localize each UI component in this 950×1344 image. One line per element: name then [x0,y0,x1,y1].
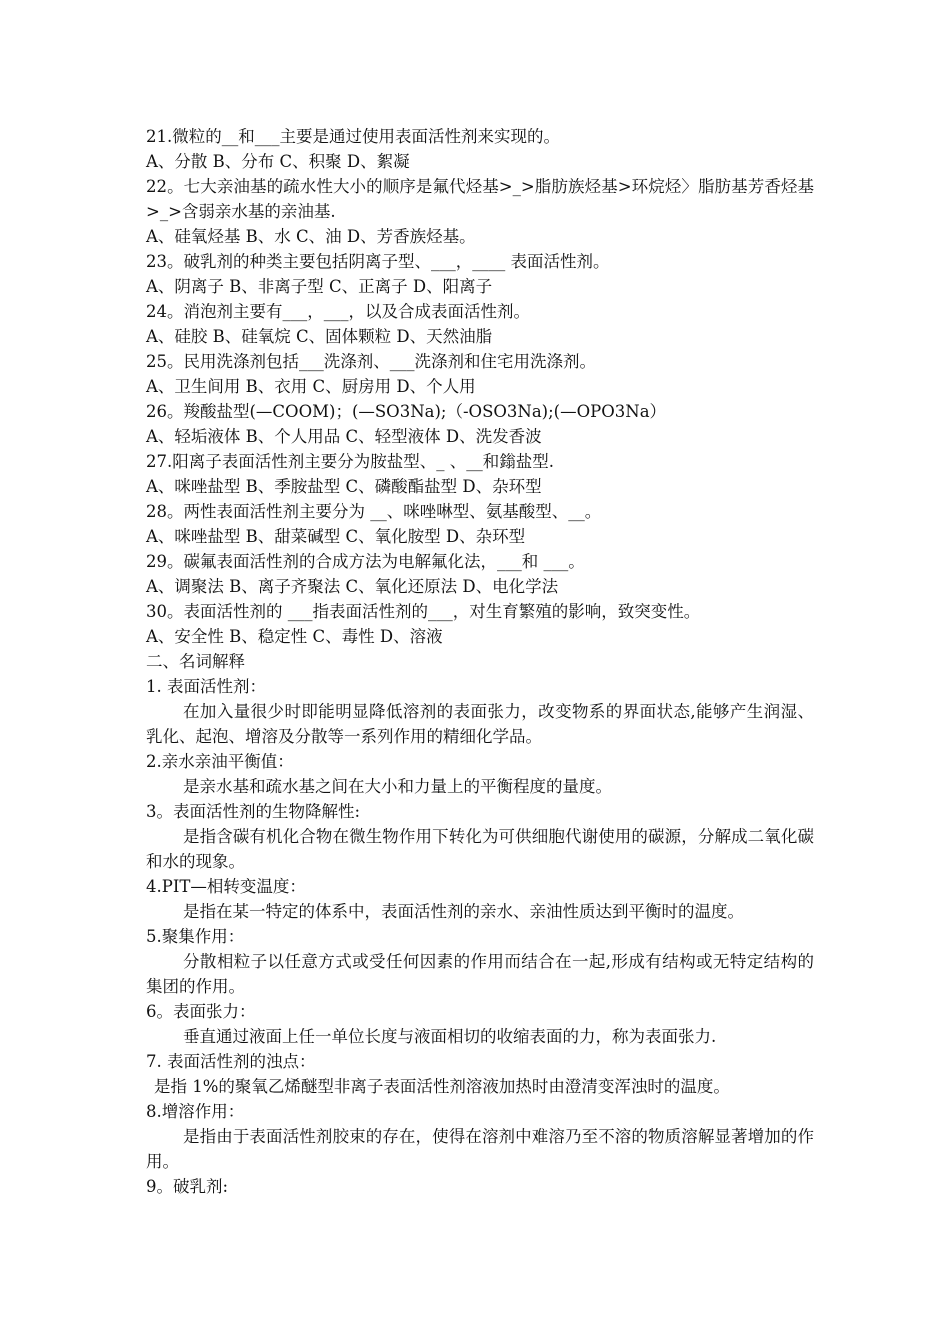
term-2-definition: 是亲水基和疏水基之间在大小和力量上的平衡程度的量度。 [183,777,612,796]
term-7: 7. 表面活性剂的浊点： [146,1052,316,1071]
question-29: 29。碳氟表面活性剂的合成方法为电解氟化法，___和 ___。 [146,552,585,571]
question-28-options: A、咪唑盐型 B、甜菜碱型 C、氧化胺型 D、杂环型 [146,527,526,546]
term-1-definition: 在加入量很少时即能明显降低溶剂的表面张力，改变物系的界面状态,能够产生润湿、乳化、起泡、增溶及分散等一系列作用的精细化学品。 [146,702,814,746]
term-5: 5.聚集作用： [146,927,245,946]
document-body [146,124,814,1199]
term-3: 3。表面活性剂的生物降解性: [146,802,361,821]
question-27-options: A、咪唑盐型 B、季胺盐型 C、磷酸酯盐型 D、杂环型 [146,477,542,496]
question-25-options: A、卫生间用 B、衣用 C、厨房用 D、个人用 [146,377,476,396]
question-26-options: A、轻垢液体 B、个人用品 C、轻型液体 D、洗发香波 [146,427,542,446]
term-9: 9。破乳剂: [146,1177,229,1196]
question-23-options: A、阴离子 B、非离子型 C、正离子 D、阳离子 [146,277,493,296]
term-5-definition: 分散相粒子以任意方式或受任何因素的作用而结合在一起,形成有结构或无特定结构的集团的作用。 [146,952,814,996]
question-30: 30。表面活性剂的 ___指表面活性剂的___，对生育繁殖的影响，致突变性。 [146,602,701,621]
term-7-definition: 是指 1%的聚氧乙烯醚型非离子表面活性剂溶液加热时由澄清变浑浊时的温度。 [154,1077,730,1096]
term-8: 8.增溶作用： [146,1102,245,1121]
term-3-definition: 是指含碳有机化合物在微生物作用下转化为可供细胞代谢使用的碳源，分解成二氧化碳和水的现象。 [146,827,814,871]
term-4-definition: 是指在某一特定的体系中，表面活性剂的亲水、亲油性质达到平衡时的温度。 [183,902,744,921]
term-8-definition: 是指由于表面活性剂胶束的存在，使得在溶剂中难溶乃至不溶的物质溶解显著增加的作用。 [146,1127,814,1171]
term-6-definition: 垂直通过液面上任一单位长度与液面相切的收缩表面的力，称为表面张力. [183,1027,717,1046]
term-4: 4.PIT—相转变温度： [146,877,306,896]
question-24-options: A、硅胶 B、硅氧烷 C、固体颗粒 D、天然油脂 [146,327,493,346]
question-25: 25。民用洗涤剂包括___洗涤剂、___洗涤剂和住宅用洗涤剂。 [146,352,596,371]
question-21: 21.微粒的__和___主要是通过使用表面活性剂来实现的。 [146,127,560,146]
term-2: 2.亲水亲油平衡值： [146,752,294,771]
question-27: 27.阳离子表面活性剂主要分为胺盐型、_ 、__和鎓盐型. [146,452,554,471]
question-23: 23。破乳剂的种类主要包括阴离子型、___，____ 表面活性剂。 [146,252,610,271]
section-title: 二、名词解释 [146,652,245,671]
question-26: 26。羧酸盐型(—COOM)；(—SO3Na);（-OSO3Na);(—OPO3Na） [146,402,667,421]
question-30-options: A、安全性 B、稳定性 C、毒性 D、溶液 [146,627,443,646]
question-29-options: A、调聚法 B、离子齐聚法 C、氧化还原法 D、电化学法 [146,577,559,596]
term-6: 6。表面张力： [146,1002,256,1021]
question-21-options: A、分散 B、分布 C、积聚 D、絮凝 [146,152,410,171]
question-24: 24。消泡剂主要有___，___，以及合成表面活性剂。 [146,302,530,321]
question-22: 22。七大亲油基的疏水性大小的顺序是氟代烃基>_>脂肪族烃基>环烷烃〉脂肪基芳香烃基>_>含弱亲水基的亲油基. [146,177,814,221]
question-28: 28。两性表面活性剂主要分为 __、咪唑啉型、氨基酸型、__。 [146,502,602,521]
term-1: 1. 表面活性剂： [146,677,266,696]
question-22-options: A、硅氧烃基 B、水 C、油 D、芳香族烃基。 [146,227,476,246]
